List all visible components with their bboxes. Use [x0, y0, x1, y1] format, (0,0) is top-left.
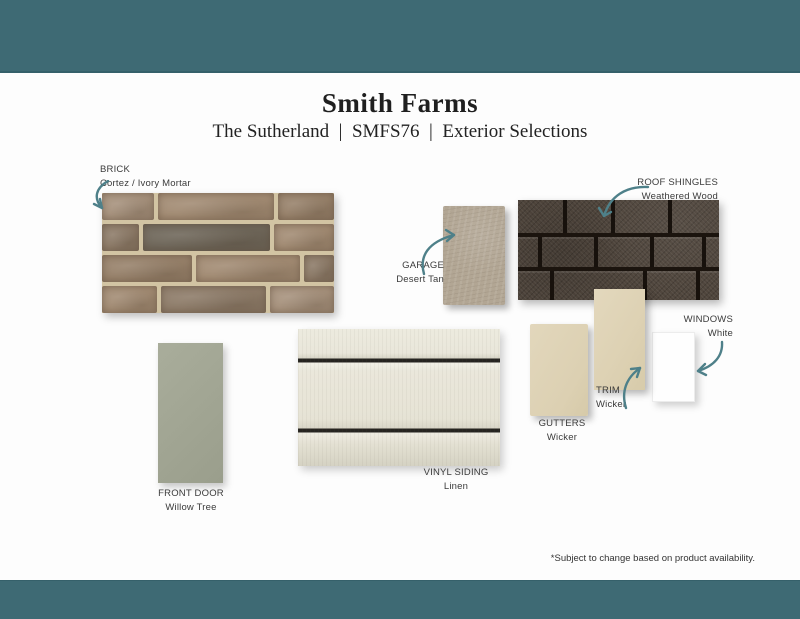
front-door-swatch	[158, 343, 223, 483]
front-door-name: Willow Tree	[165, 501, 217, 513]
windows-name: White	[707, 327, 733, 339]
gutters-name: Wicker	[546, 431, 578, 443]
vinyl-siding-category: VINYL SIDING	[423, 467, 489, 478]
windows-label	[633, 313, 733, 340]
garage-name: Desert Tan	[396, 273, 444, 285]
brick-texture-row	[102, 255, 334, 282]
gutters-swatch	[530, 324, 588, 416]
brick-swatch	[102, 193, 334, 313]
brick-texture-row	[102, 224, 334, 251]
brick-texture-row	[102, 193, 334, 220]
garage-arrow-icon	[418, 228, 462, 278]
page-subtitle: The Sutherland | SMFS76 | Exterior Selections	[212, 121, 588, 142]
windows-arrow-icon	[692, 340, 726, 378]
trim-arrow-icon	[620, 364, 650, 412]
roof-shingles-name: Weathered Wood	[641, 190, 718, 202]
top-banner	[0, 0, 800, 73]
shingle-row-line	[518, 233, 719, 237]
bottom-banner	[0, 580, 800, 619]
vinyl-siding-swatch	[298, 329, 500, 466]
windows-category: WINDOWS	[683, 314, 733, 325]
windows-swatch	[652, 332, 695, 402]
brick-texture-row	[102, 286, 334, 313]
page-title: Smith Farms	[321, 88, 479, 118]
vinyl-siding-name: Linen	[443, 480, 469, 492]
brick-name: Cortez / Ivory Mortar	[100, 177, 191, 189]
garage-category: GARAGE	[402, 260, 444, 271]
availability-footnote: *Subject to change based on product availability.	[550, 553, 755, 564]
shingle-row-line	[518, 267, 719, 271]
roof-shingles-arrow-icon	[596, 184, 652, 224]
brick-category: BRICK	[100, 164, 131, 175]
header	[0, 88, 800, 143]
front-door-category: FRONT DOOR	[158, 488, 224, 499]
vinyl-siding-label	[396, 466, 516, 493]
trim-name: Wicker	[596, 398, 627, 410]
front-door-label	[131, 487, 251, 514]
brick-arrow-icon	[92, 180, 118, 212]
gutters-label	[522, 417, 602, 444]
gutters-category: GUTTERS	[538, 418, 586, 429]
roof-shingles-category: ROOF SHINGLES	[637, 177, 718, 188]
trim-category: TRIM	[596, 385, 621, 396]
